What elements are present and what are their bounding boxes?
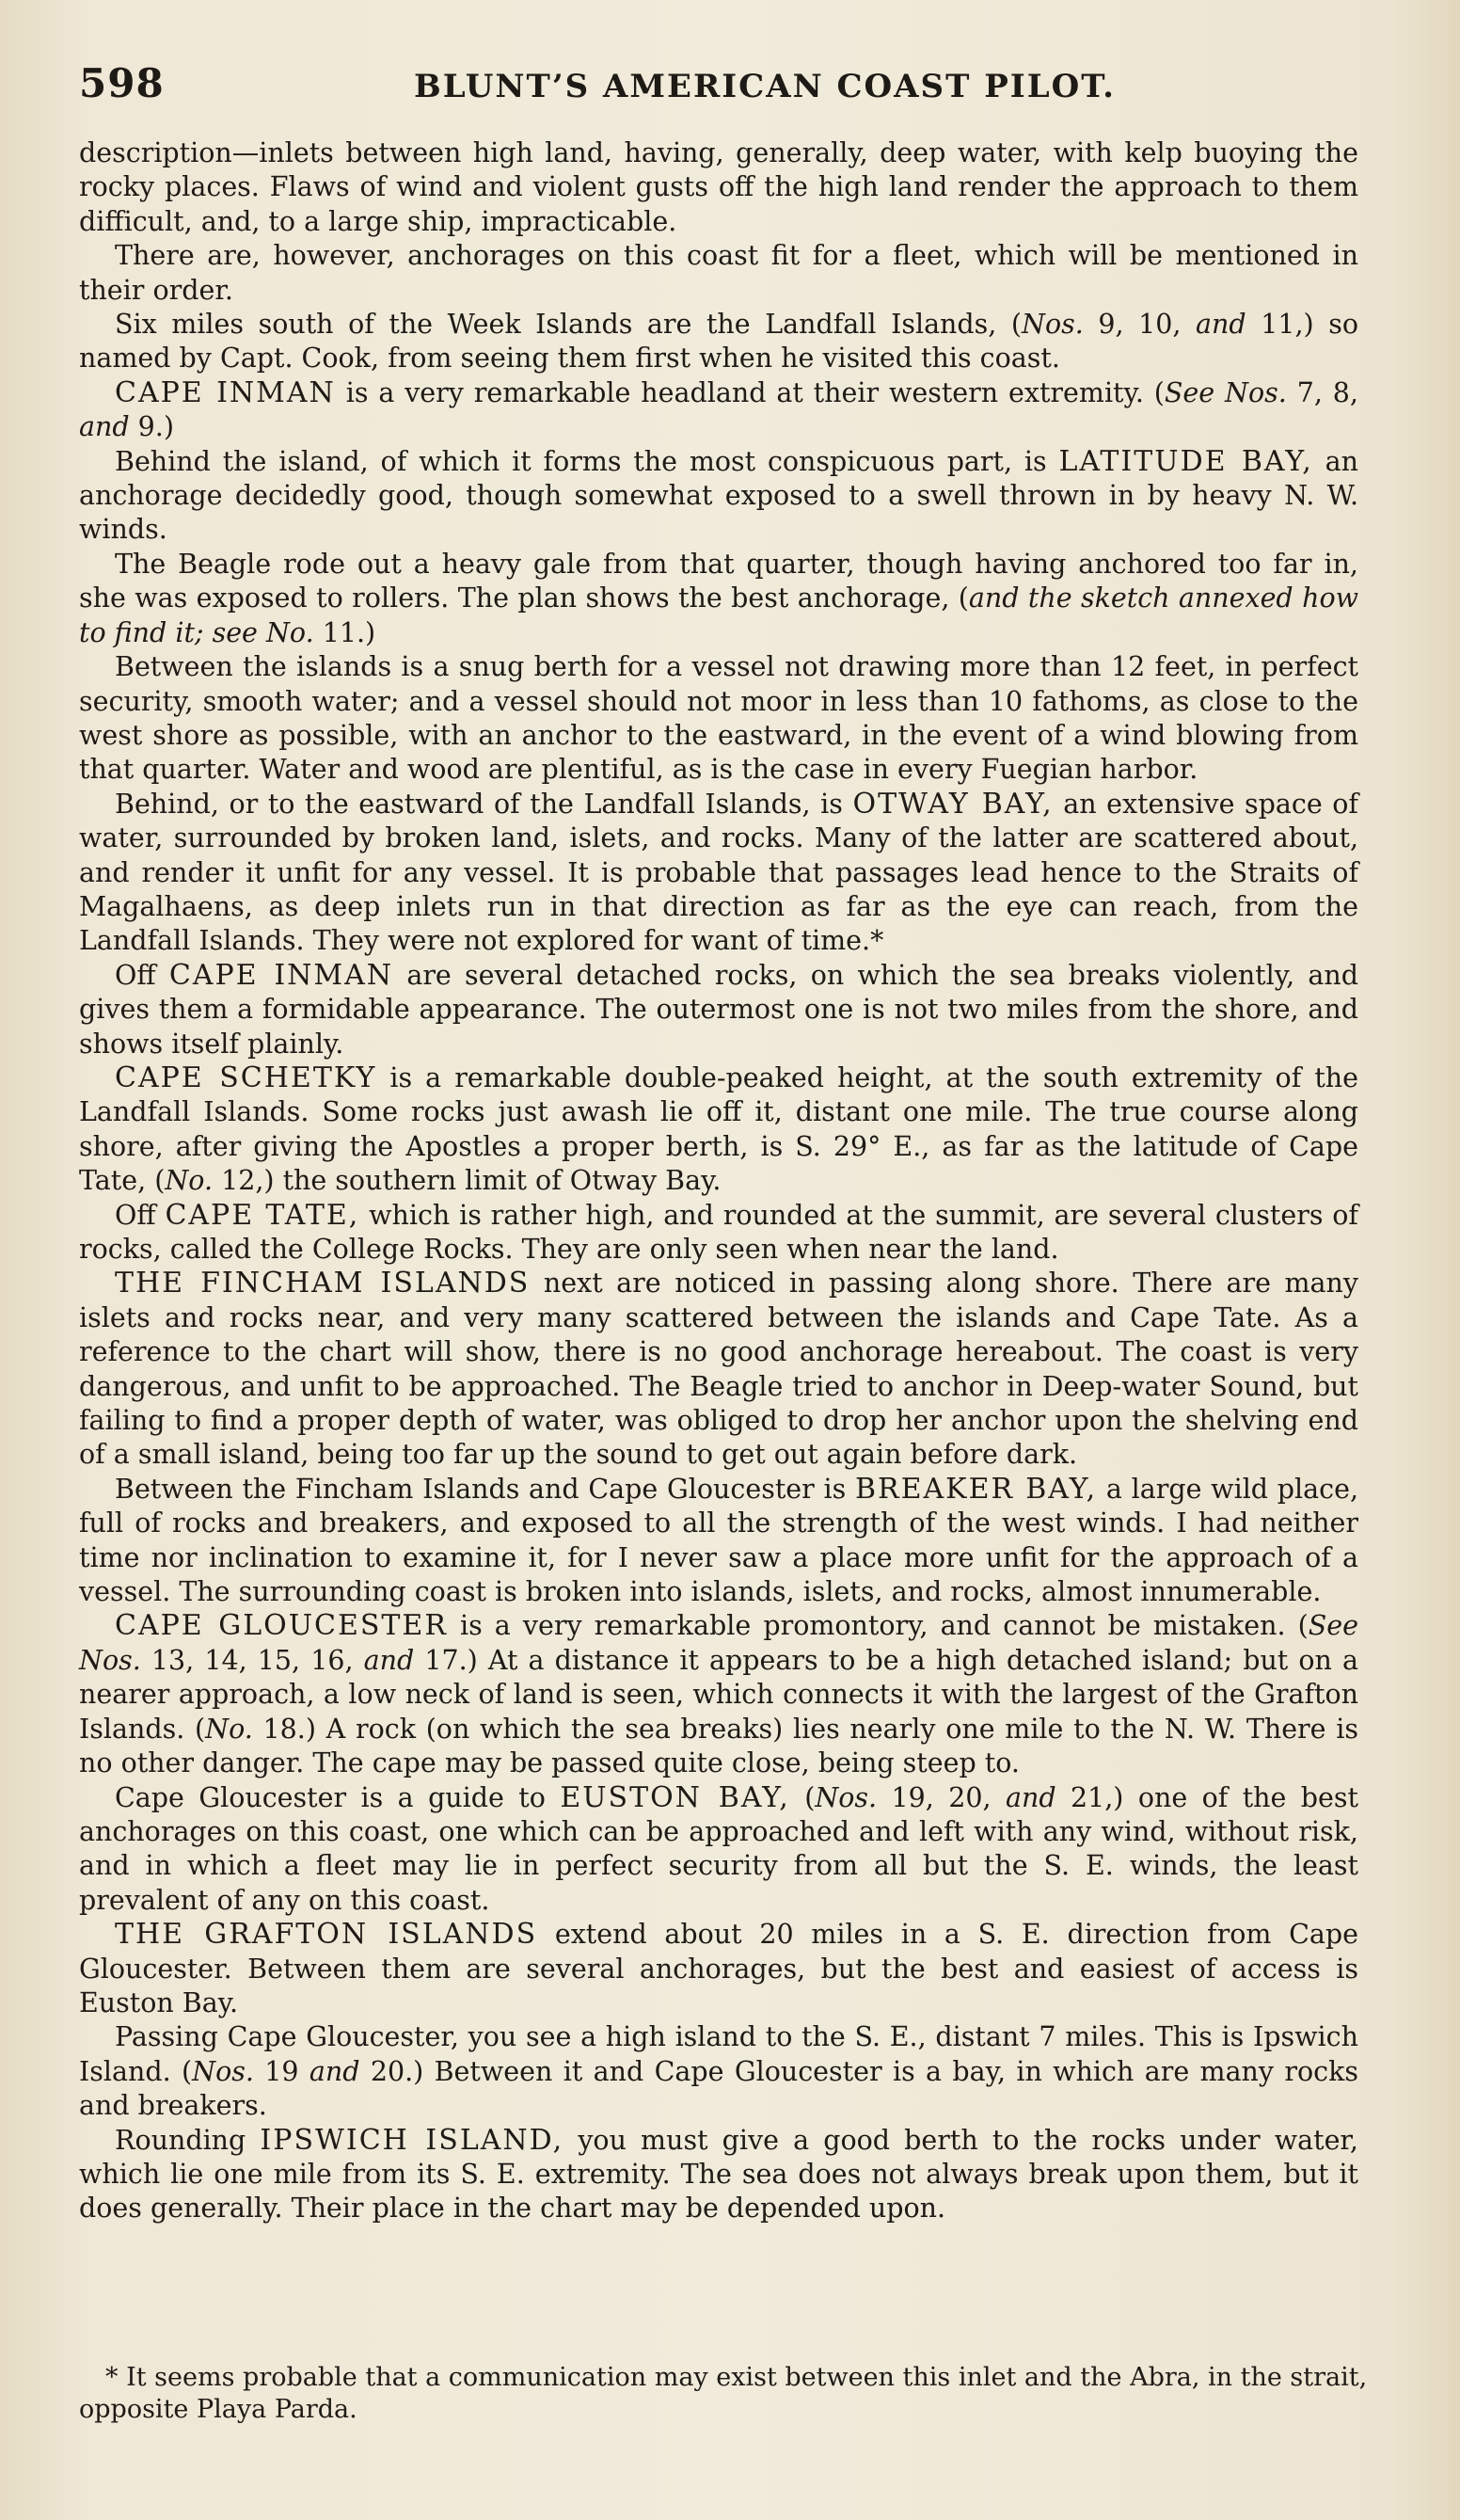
paragraph: Six miles south of the Week Islands are the Landfall Islands, (Nos. 9, 10, and 11,) so named by Capt. Cook, from seeing them first when he visited this coast. xyxy=(79,309,1358,375)
paragraph: Off CAPE INMAN are several detached rocks, on which the sea breaks violently, and gives them a formidable appearance. The outermost one is not two miles from the shore, and shows itself plainly. xyxy=(79,958,1358,1060)
paragraph: The Beagle rode out a heavy gale from that quarter, though having anchored too far in, she was exposed to rollers. The plan shows the best anchorage, (and the sketch annexed how to find it; see No. 11.) xyxy=(79,548,1358,648)
page-number: 598 xyxy=(79,60,165,106)
paragraph: There are, however, anchorages on this coast fit for a fleet, which will be mentioned in their order. xyxy=(79,240,1358,306)
paragraph: Behind the island, of which it forms the most conspicuous part, is LATITUDE BAY, an anchorage decidedly good, though somewhat exposed to a swell thrown in by heavy N. W. winds. xyxy=(79,444,1358,546)
place-name: CAPE GLOUCESTER xyxy=(115,1609,448,1643)
paragraph: Between the Fincham Islands and Cape Gloucester is BREAKER BAY, a large wild place, full of rocks and breakers, and exposed to all the strength of the west winds. I had neither time nor inclination to examine it, for I never saw a place more unfit for the approach of a vessel. The surrounding coast is broken into islands, islets, and rocks, almost innumerable. xyxy=(79,1472,1359,1608)
place-name: THE FINCHAM ISLANDS xyxy=(115,1267,531,1300)
paragraph: Cape Gloucester is a guide to EUSTON BAY, (Nos. 19, 20, and 21,) one of the best anchorages on this coast, one which can be approached and left with any wind, without risk, and in which a fleet may lie in perfect security from all but the S. E. winds, the least prevalent of any on this coast. xyxy=(79,1780,1358,1916)
paragraph: THE FINCHAM ISLANDS next are noticed in passing along shore. There are many islets and rocks near, and very many scattered between the islands and Cape Tate. As a reference to the chart will show, there is no good anchorage hereabout. The coast is very dangerous, and unfit to be approached. The Beagle tried to anchor in Deep-water Sound, but failing to find a proper depth of water, was obliged to drop her anchor upon the shelving end of a small island, being too far up the sound to get out again before dark. xyxy=(79,1267,1358,1471)
page-header xyxy=(79,60,1389,117)
paragraph: CAPE INMAN is a very remarkable headland at their western extremity. (See Nos. 7, 8, and 9.) xyxy=(79,375,1358,443)
place-name: EUSTON BAY, xyxy=(560,1780,790,1814)
paragraph: THE GRAFTON ISLANDS extend about 20 miles in a S. E. direction from Cape Gloucester. Between them are several anchorages, but the best and easiest of access is Euston Bay. xyxy=(79,1918,1359,2018)
place-name: CAPE INMAN xyxy=(168,958,394,992)
place-name: THE GRAFTON ISLANDS xyxy=(115,1918,538,1952)
place-name: LATITUDE BAY, xyxy=(1058,444,1313,478)
paragraph: Off CAPE TATE, which is rather high, and rounded at the summit, are several clusters of rocks, called the College Rocks. They are only seen when near the land. xyxy=(79,1198,1358,1265)
place-name: IPSWICH ISLAND, xyxy=(260,2123,564,2157)
running-title: BLUNT’S AMERICAN COAST PILOT. xyxy=(414,68,1116,105)
footnote-text: * It seems probable that a communication may exist between this inlet and the Abra, in the strait, opposite Playa Parda. xyxy=(79,2363,1368,2424)
paragraph: CAPE GLOUCESTER is a very remarkable promontory, and cannot be mistaken. (See Nos. 13, 14, 15, 16, and 17.) At a distance it appears to be a high detached island; but on a nearer approach, a low neck of land is seen, which connects it with the largest of the Grafton Islands. (No. 18.) A rock (on which the sea breaks) lies nearly one mile to the N. W. There is no other danger. The cape may be passed quite close, being steep to. xyxy=(79,1609,1359,1779)
paragraph: Rounding IPSWICH ISLAND, you must give a good berth to the rocks under water, which lie one mile from its S. E. extremity. The sea does not always break upon them, but it does generally. Their place in the chart may be depended upon. xyxy=(79,2123,1358,2225)
paragraph: Behind, or to the eastward of the Landfall Islands, is OTWAY BAY, an extensive space of water, surrounded by broken land, islets, and rocks. Many of the latter are scattered about, and render it unfit for any vessel. It is probable that passages lead hence to the Straits of Magalhaens, as deep inlets run in that direction as far as the eye can reach, from the Landfall Islands. They were not explored for want of time.* xyxy=(79,787,1358,957)
place-name: CAPE INMAN xyxy=(115,375,336,409)
paragraph: description—inlets between high land, having, generally, deep water, with kelp buoying the rocky places. Flaws of wind and violent gusts off the high land render the approach to them difficult, and, to a large ship, impracticable. xyxy=(79,137,1358,237)
paragraph: CAPE SCHETKY is a remarkable double-peaked height, at the south extremity of the Landfall Islands. Some rocks just awash lie off it, distant one mile. The true course along shore, after giving the Apostles a proper berth, is S. 29° E., as far as the latitude of Cape Tate, (No. 12,) the southern limit of Otway Bay. xyxy=(79,1061,1358,1197)
footnote xyxy=(79,2362,1396,2426)
paragraph: Passing Cape Gloucester, you see a high island to the S. E., distant 7 miles. This is Ipswich Island. (Nos. 19 and 20.) Between it and Cape Gloucester is a bay, in which are many rocks and breakers. xyxy=(79,2021,1358,2122)
place-name: OTWAY BAY, xyxy=(852,787,1054,821)
place-name: CAPE TATE, xyxy=(165,1198,360,1232)
place-name: BREAKER BAY, xyxy=(854,1472,1098,1506)
body-text xyxy=(79,136,1358,2226)
paragraph: Between the islands is a snug berth for a vessel not drawing more than 12 feet, in perfect security, smooth water; and a vessel should not moor in less than 10 fathoms, as close to the west shore as possible, with an anchor to the eastward, in the event of a wind blowing from that quarter. Water and wood are plentiful, as is the case in every Fuegian harbor. xyxy=(79,651,1358,786)
place-name: CAPE SCHETKY xyxy=(115,1061,377,1094)
